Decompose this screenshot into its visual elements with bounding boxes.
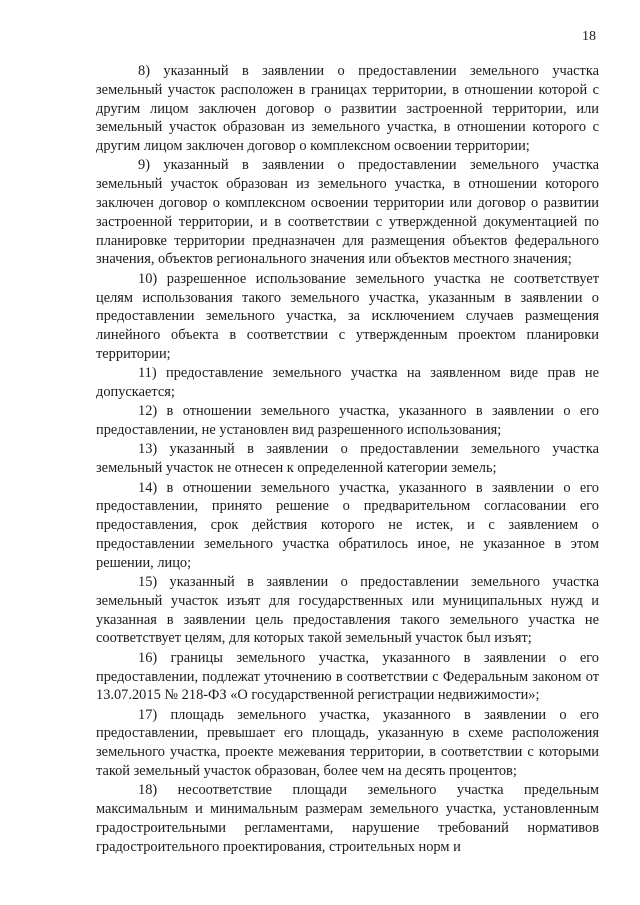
list-item: 16) границы земельного участка, указанного в заявлении о его предоставлении, подлежат уточнению в соответствии с Федеральным законом от 13.07.2015 № 218-ФЗ «О государственной регистрации недвижимости»; — [96, 649, 599, 704]
list-item: 18) несоответствие площади земельного участка предельным максимальным и минимальным размерам земельного участка, установленным градостроительными регламентами, нарушение требований нормативов градостроительного проектирования, строительных норм и — [96, 782, 599, 855]
page-number: 18 — [582, 29, 596, 44]
list-item: 13) указанный в заявлении о предоставлении земельного участка земельный участок не отнесен к определенной категории земель; — [96, 441, 599, 477]
list-item: 8) указанный в заявлении о предоставлении земельного участка земельный участок расположен в границах территории, в отношении которой с другим лицом заключен договор о развитии застроенной территории, или земельный участок образован из земельного участка, в отношении которого с другим лицом заключен договор о комплексном освоении территории; — [96, 63, 599, 155]
list-item: 15) указанный в заявлении о предоставлении земельного участка земельный участок изъят для государственных или муниципальных нужд и указанная в заявлении цель предоставления такого земельного участка не соответствует целям, для которых такой земельный участок был изъят; — [96, 574, 599, 647]
list-item: 14) в отношении земельного участка, указанного в заявлении о его предоставлении, принято решение о предварительном согласовании его предоставления, срок действия которого не истек, и с заявлением о предоставлении земельного участка обратилось иное, не указанное в этом решении, лицо; — [96, 479, 599, 571]
list-item: 10) разрешенное использование земельного участка не соответствует целям использования такого земельного участка, указанным в заявлении о предоставлении земельного участка, за исключением случаев размещения линейного объекта в соответствии с утвержденным проектом планировки территории; — [96, 270, 599, 362]
list-item: 11) предоставление земельного участка на заявленном виде прав не допускается; — [96, 365, 599, 401]
list-item: 12) в отношении земельного участка, указанного в заявлении о его предоставлении, не установлен вид разрешенного использования; — [96, 403, 599, 439]
document-body — [96, 62, 599, 857]
list-item: 9) указанный в заявлении о предоставлении земельного участка земельный участок образован из земельного участка, в отношении которого заключен договор о комплексном освоении территории или договор о развитии застроенной территории, и в соответствии с утвержденной документацией по планировке территории предназначен для размещения объектов федерального значения, объектов регионального значения или объектов местного значения; — [96, 157, 599, 268]
list-item: 17) площадь земельного участка, указанного в заявлении о его предоставлении, превышает его площадь, указанную в схеме расположения земельного участка, проекте межевания территории, в соответствии с которыми такой земельный участок образован, более чем на десять процентов; — [96, 706, 599, 779]
